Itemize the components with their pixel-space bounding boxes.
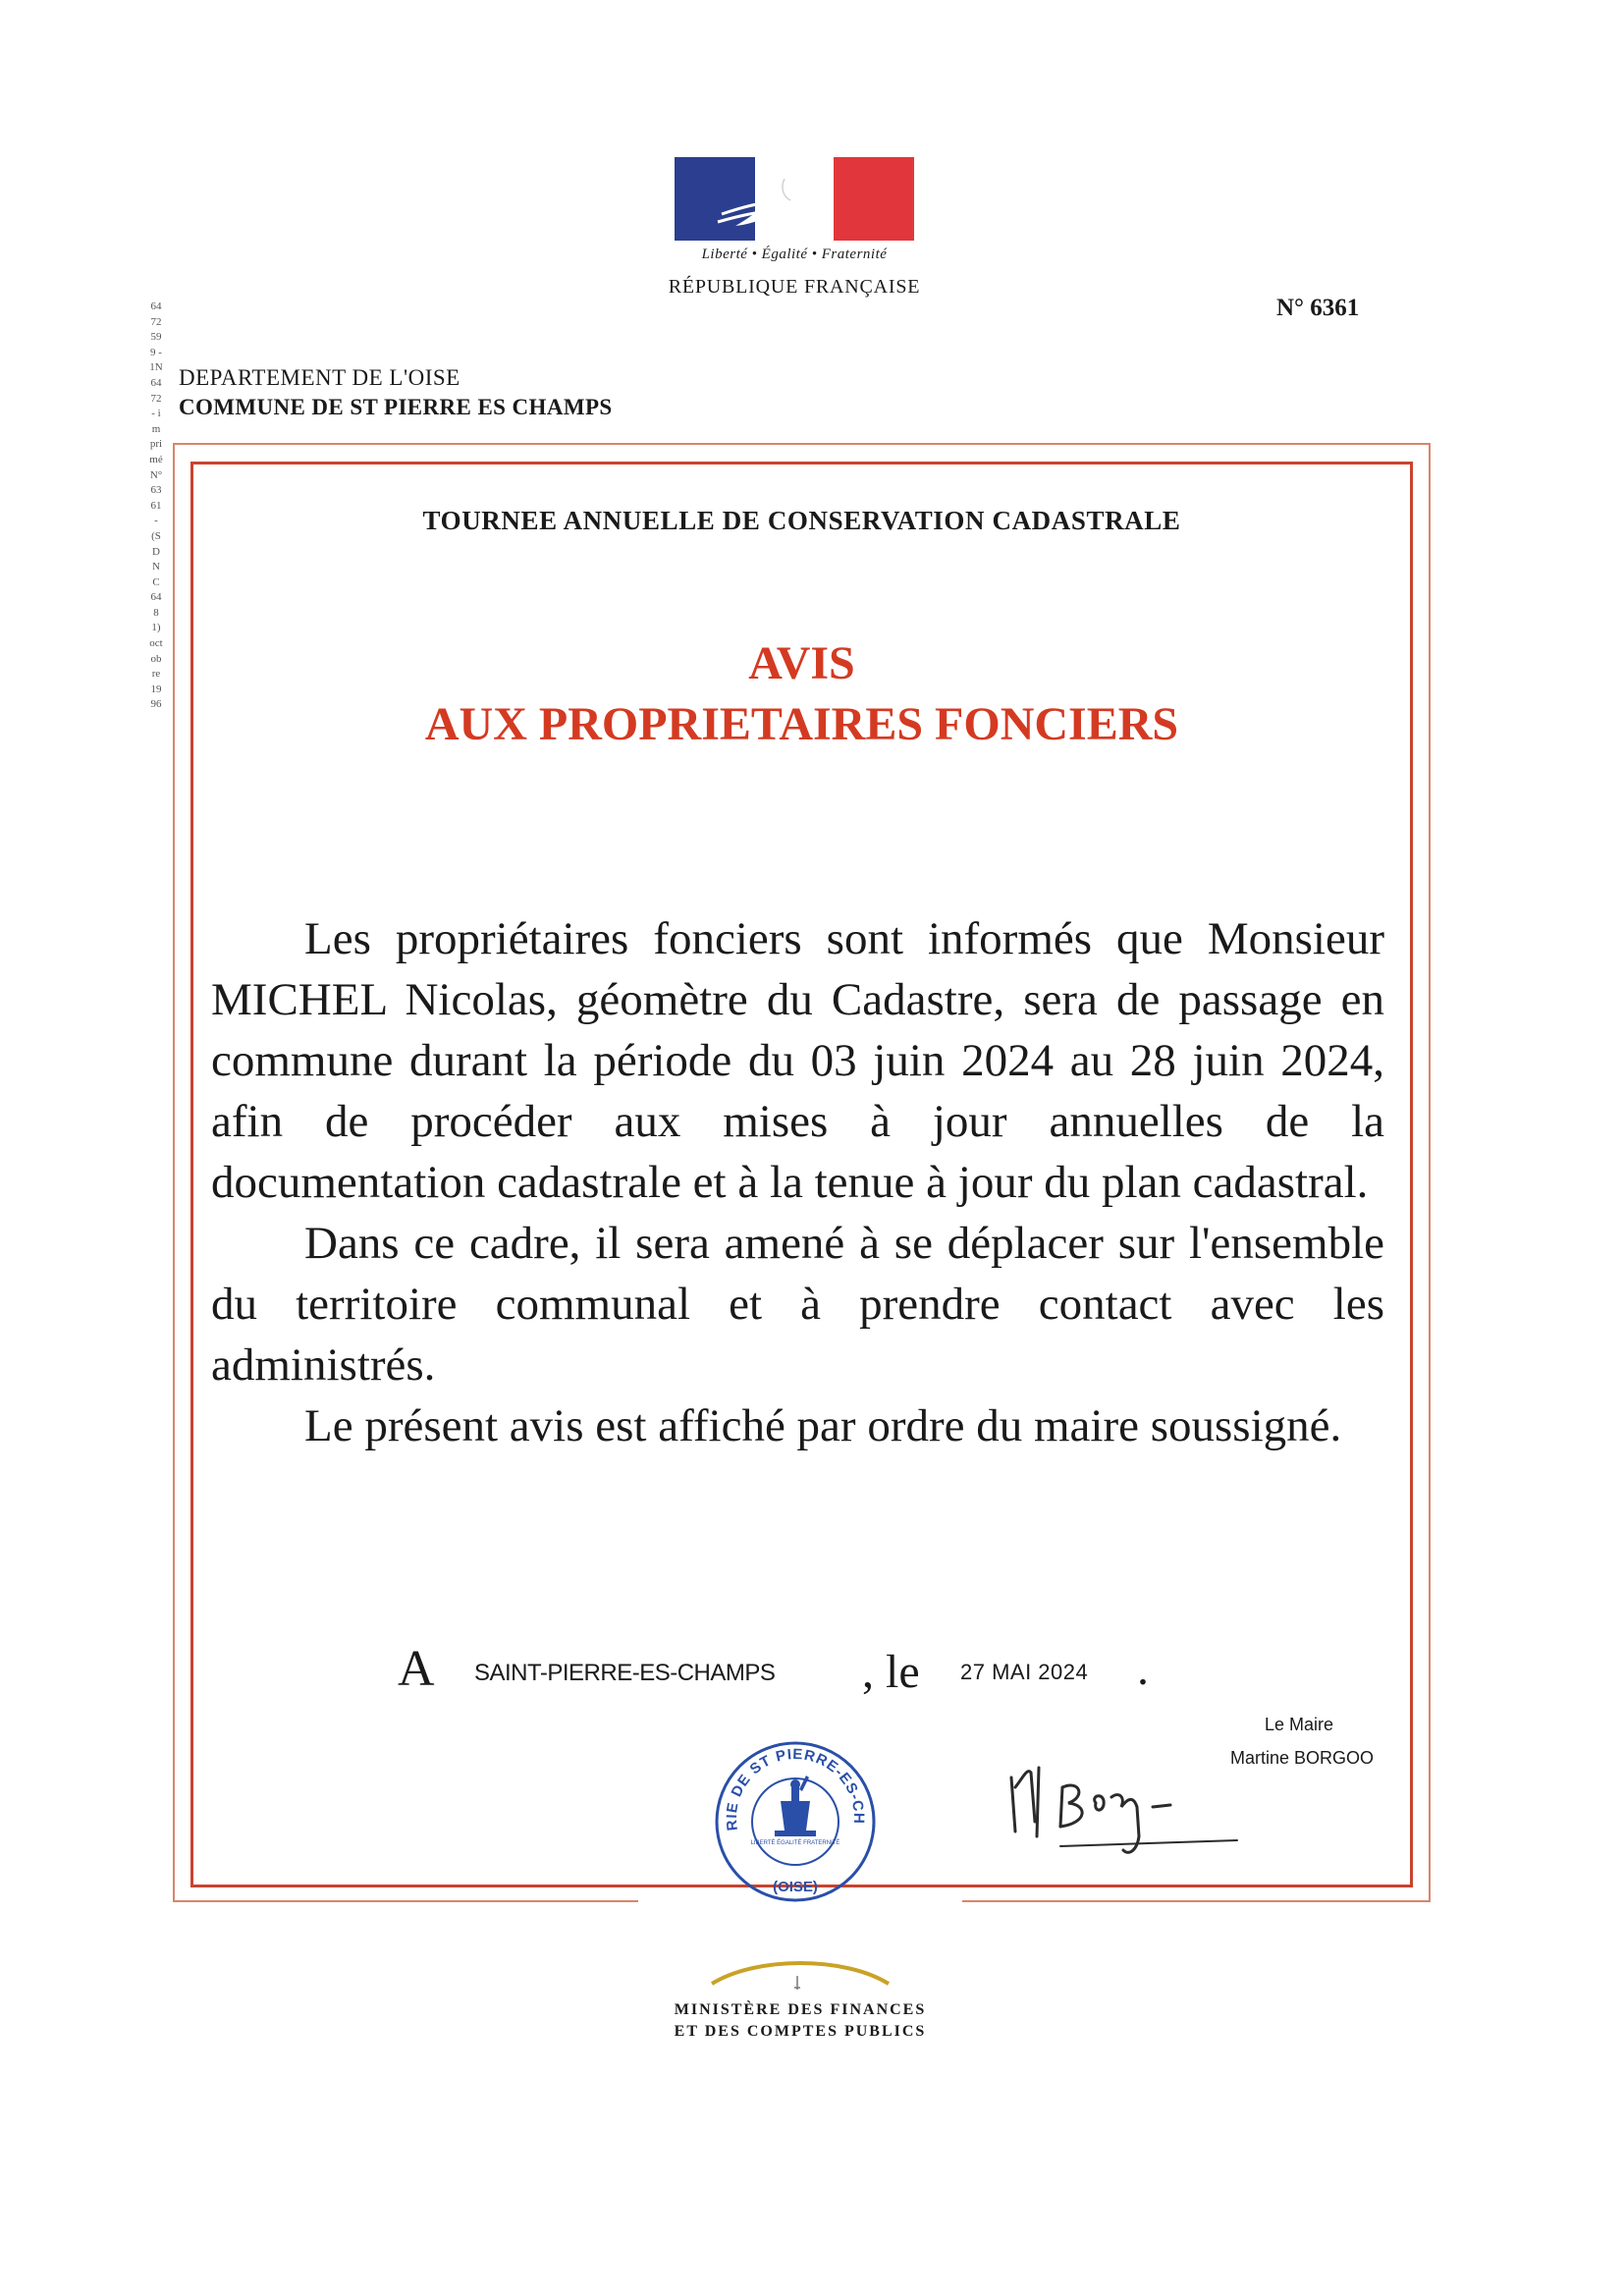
notice-paragraph-1: Les propriétaires fonciers sont informés que Monsieur MICHEL Nicolas, géomètre du Cadastre, sera de passage en commune durant la période du 03 juin 2024 au 28 juin 2024, afin de procéder aux mises à jour annuelles de la documentation cadastrale et à la tenue à jour du plan cadastral. <box>211 913 1384 1208</box>
notice-title: AVIS <box>748 637 855 689</box>
republic-motto: Liberté • Égalité • Fraternité <box>701 246 888 262</box>
ministry-line-2: ET DES COMPTES PUBLICS <box>674 2023 927 2040</box>
ministry-line-1: MINISTÈRE DES FINANCES <box>674 2001 927 2018</box>
commune-label: COMMUNE DE ST PIERRE ES CHAMPS <box>179 395 613 419</box>
notice-body <box>211 908 1384 1456</box>
date-prefix: , le <box>862 1646 920 1698</box>
place-prefix: A <box>398 1641 435 1697</box>
notice-subtitle: TOURNEE ANNUELLE DE CONSERVATION CADASTRALE <box>422 506 1181 535</box>
notice-paragraph-2: Dans ce cadre, il sera amené à se déplacer sur l'ensemble du territoire communal et à prendre contact avec les administrés. <box>211 1218 1384 1391</box>
mayor-title: Le Maire <box>1265 1715 1334 1734</box>
ministry-name <box>589 1999 1011 2043</box>
notice-paragraph-3: Le présent avis est affiché par ordre du maire soussigné. <box>304 1400 1342 1451</box>
date-end: . <box>1137 1643 1149 1695</box>
mairie-stamp <box>712 1738 879 1905</box>
place-stamp: SAINT-PIERRE-ES-CHAMPS <box>474 1660 776 1686</box>
stamp-motto-text: LIBERTÉ ÉGALITÉ FRATERNITÉ <box>750 1840 840 1846</box>
mayor-name: Martine BORGOO <box>1230 1748 1375 1768</box>
form-number: N° 6361 <box>1276 295 1360 321</box>
marianne-flag-logo <box>675 157 914 241</box>
notice-title-sub: AUX PROPRIETAIRES FONCIERS <box>424 698 1179 750</box>
department-label: DEPARTEMENT DE L'OISE <box>179 365 460 390</box>
stamp-ring-text: RIE DE ST PIERRE-ES-CH <box>723 1745 868 1832</box>
mayor-signature <box>1001 1748 1257 1866</box>
republic-name: RÉPUBLIQUE FRANÇAISE <box>668 276 921 298</box>
side-reference-text: 6472 599 - 1N 6472 - imprimé N° 6361 - (SDNC 6481) octobre 1996 <box>149 301 163 711</box>
date-stamp: 27 MAI 2024 <box>960 1660 1089 1684</box>
stamp-bottom-text: (OISE) <box>773 1879 818 1895</box>
ministry-arc-logo <box>707 1954 893 1994</box>
